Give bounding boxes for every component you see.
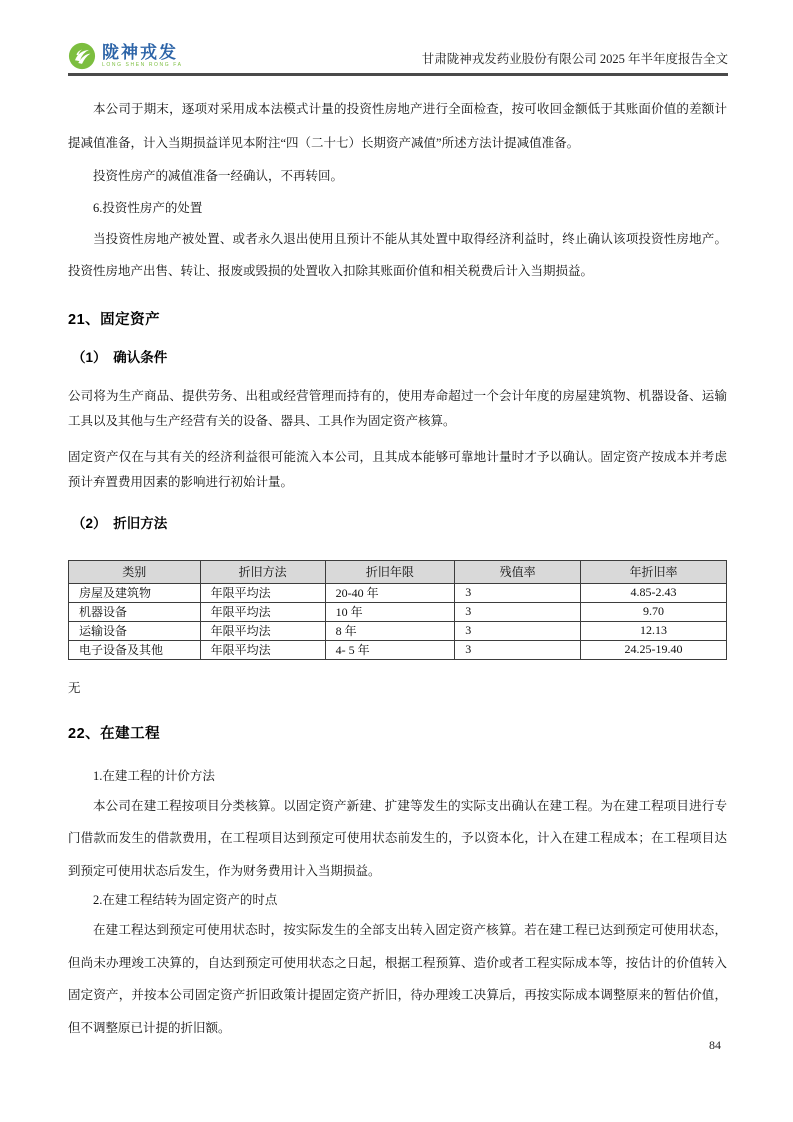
item-2-heading: 2.在建工程结转为固定资产的时点 <box>93 893 278 907</box>
cell-method: 年限平均法 <box>200 583 325 602</box>
cell-category: 机器设备 <box>69 602 201 621</box>
section-21-heading: 21、固定资产 <box>68 311 161 328</box>
paragraph-fixed-asset-recognition: 公司将为生产商品、提供劳务、出租或经营管理而持有的，使用寿命超过一个会计年度的房屋建筑物、机器设备、运输工具以及其他与生产经营有关的设备、器具、工具作为固定资产核算。 <box>68 388 727 428</box>
cell-annual-rate: 12.13 <box>580 621 726 640</box>
page-content <box>0 92 793 1044</box>
table-header-row <box>69 560 727 583</box>
none-note: 无 <box>68 680 81 695</box>
paragraph-fixed-asset-measurement: 固定资产仅在与其有关的经济利益很可能流入本公司，且其成本能够可靠地计量时才予以确认。固定资产按成本并考虑预计弃置费用因素的影响进行初始计量。 <box>68 449 727 489</box>
section-22-heading: 22、在建工程 <box>68 725 161 742</box>
longshen-logo-icon <box>68 42 96 70</box>
cell-residual-rate: 3 <box>455 640 581 659</box>
col-header-residual-rate: 残值率 <box>455 560 581 583</box>
cell-annual-rate: 4.85-2.43 <box>580 583 726 602</box>
brand-name-cn: 陇神戎发 <box>102 43 178 62</box>
section-21-sub-1-heading: （1） 确认条件 <box>72 349 168 365</box>
cell-annual-rate: 9.70 <box>580 602 726 621</box>
depreciation-table <box>68 560 727 660</box>
cell-method: 年限平均法 <box>200 621 325 640</box>
paragraph-impairment-check: 本公司于期末，逐项对采用成本法模式计量的投资性房地产进行全面检查，按可收回金额低于其账面价值的差额计提减值准备，计入当期损益详见本附注“四（二十七）长期资产减值”所述方法计提减值准备。 <box>68 102 727 150</box>
paragraph-cip-transfer: 在建工程达到预定可使用状态时，按实际发生的全部支出转入固定资产核算。若在建工程已达到预定可使用状态，但尚未办理竣工决算的，自达到预定可使用状态之日起，根据工程预算、造价或者工程实际成本等，按估计的价值转入固定资产，并按本公司固定资产折旧政策计提固定资产折旧，待办理竣工决算后，再按实际成本调整原来的暂估价值，但不调整原已计提的折旧额。 <box>68 923 727 1035</box>
table-row <box>69 602 727 621</box>
section-21-sub-2-heading: （2） 折旧方法 <box>72 515 168 531</box>
col-header-category: 类别 <box>69 560 201 583</box>
paragraph-impairment-no-reversal: 投资性房产的减值准备一经确认，不再转回。 <box>93 169 344 183</box>
paragraph-disposal: 当投资性房地产被处置、或者永久退出使用且预计不能从其处置中取得经济利益时，终止确认该项投资性房地产。投资性房地产出售、转让、报废或毁损的处置收入扣除其账面价值和相关税费后计入当期损益。 <box>68 231 727 278</box>
cell-category: 房屋及建筑物 <box>69 583 201 602</box>
brand-name-en: LONG SHEN RONG FA <box>102 62 183 68</box>
cell-life: 10 年 <box>325 602 455 621</box>
cell-life: 4- 5 年 <box>325 640 455 659</box>
cell-life: 20-40 年 <box>325 583 455 602</box>
paragraph-cip-valuation: 本公司在建工程按项目分类核算。以固定资产新建、扩建等发生的实际支出确认在建工程。为在建工程项目进行专门借款而发生的借款费用，在工程项目达到预定可使用状态前发生的，予以资本化，计入在建工程成本；在工程项目达到预定可使用状态后发生，作为财务费用计入当期损益。 <box>68 798 727 878</box>
col-header-method: 折旧方法 <box>200 560 325 583</box>
cell-residual-rate: 3 <box>455 602 581 621</box>
cell-annual-rate: 24.25-19.40 <box>580 640 726 659</box>
cell-method: 年限平均法 <box>200 640 325 659</box>
cell-category: 运输设备 <box>69 621 201 640</box>
page-header <box>68 0 728 76</box>
document-title: 甘肃陇神戎发药业股份有限公司 2025 年半年度报告全文 <box>421 52 728 66</box>
item-6-heading: 6.投资性房产的处置 <box>93 200 203 215</box>
cell-residual-rate: 3 <box>455 583 581 602</box>
table-row <box>69 583 727 602</box>
col-header-life: 折旧年限 <box>325 560 455 583</box>
item-1-heading: 1.在建工程的计价方法 <box>93 768 215 783</box>
table-row <box>69 640 727 659</box>
table-row <box>69 621 727 640</box>
cell-residual-rate: 3 <box>455 621 581 640</box>
cell-life: 8 年 <box>325 621 455 640</box>
cell-category: 电子设备及其他 <box>69 640 201 659</box>
brand-text <box>102 44 183 68</box>
cell-method: 年限平均法 <box>200 602 325 621</box>
col-header-annual-rate: 年折旧率 <box>580 560 726 583</box>
page-number: 84 <box>709 1038 721 1052</box>
company-logo <box>68 42 183 70</box>
